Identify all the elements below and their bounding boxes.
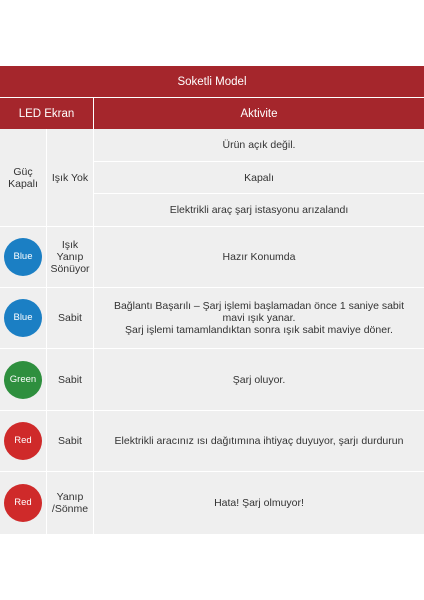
led-state-cell: Sabit (58, 373, 82, 386)
activity-cell: Hata! Şarj olmuyor! (214, 497, 304, 509)
table-header-row (0, 98, 424, 129)
led-cell (0, 411, 46, 471)
led-indicator-green: Green (4, 361, 42, 399)
activity-cell: Elektrikli aracınız ısı dağıtımına ihtiyaç duyuyor, şarjı durdurun (114, 435, 404, 447)
row-divider (93, 161, 424, 162)
activity-cell: Elektrikli araç şarj istasyonu arızalandı (169, 204, 349, 216)
led-state-cell: Işık Yanıp Sönüyor (50, 239, 90, 275)
led-indicator-blue: Blue (4, 299, 42, 337)
column-divider (93, 129, 94, 534)
led-cell (0, 472, 46, 534)
activity-cell: Kapalı (244, 171, 274, 184)
led-state-cell: Sabit (58, 312, 82, 324)
row-divider (0, 471, 424, 472)
table-body (0, 129, 424, 534)
table-title: Soketli Model (0, 66, 424, 97)
activity-cell: Hazır Konumda (222, 251, 296, 263)
led-cell (0, 349, 46, 410)
row-divider (0, 348, 424, 349)
row-divider (93, 193, 424, 194)
header-activity: Aktivite (240, 107, 278, 120)
led-indicator-red: Red (4, 484, 42, 522)
activity-cell: Bağlantı Başarılı – Şarj işlemi başlamadan önce 1 saniye sabit mavi ışık yanar. Şarj işlemi tamamlandıktan sonra ışık sabit maviye döner. (113, 300, 405, 336)
header-led-screen: LED Ekran (0, 98, 94, 129)
column-divider (46, 129, 47, 534)
row-divider (0, 410, 424, 411)
led-cell (0, 288, 46, 348)
led-state-cell: Yanıp /Sönme (51, 491, 89, 515)
led-state-cell: Sabit (58, 435, 82, 447)
power-off-state: Işık Yok (51, 171, 89, 184)
activity-cell: Ürün açık değil. (222, 139, 296, 151)
activity-cell: Şarj oluyor. (232, 373, 286, 386)
row-divider (0, 287, 424, 288)
power-off-led-label: Güç Kapalı (8, 165, 38, 190)
led-indicator-blue: Blue (4, 238, 42, 276)
row-divider (0, 226, 424, 227)
led-cell (0, 227, 46, 287)
led-indicator-red: Red (4, 422, 42, 460)
